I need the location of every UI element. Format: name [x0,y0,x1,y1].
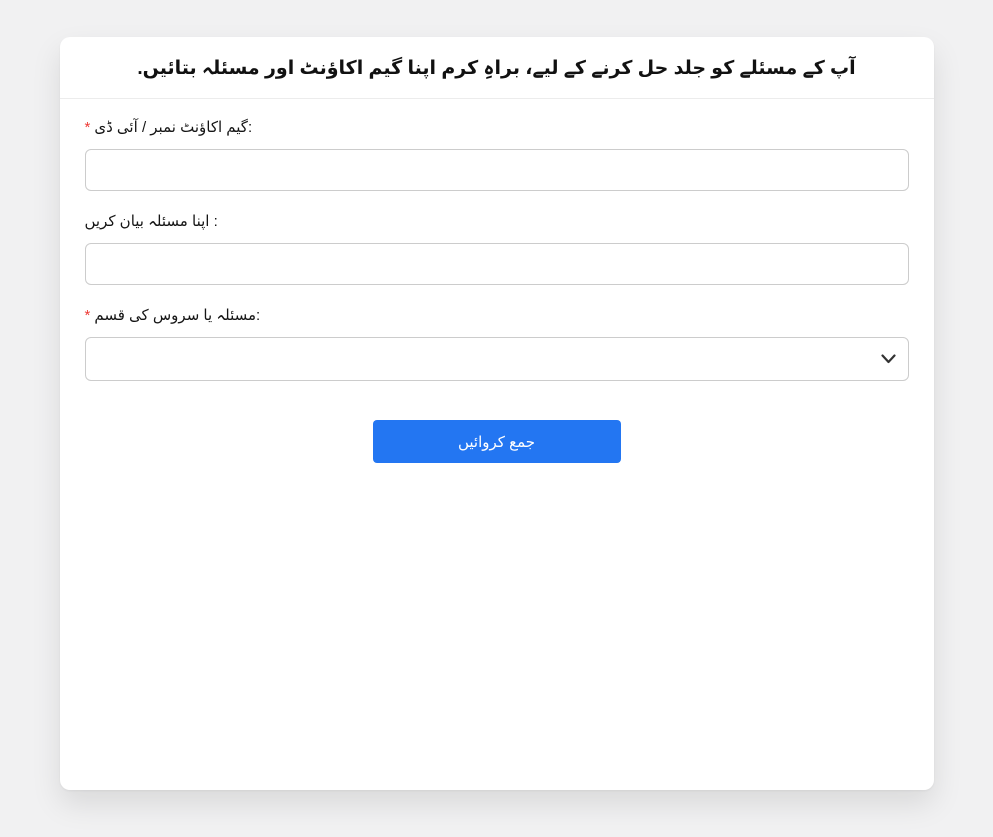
service-type-select[interactable] [85,337,909,381]
game-account-id-input[interactable] [85,149,909,191]
issue-description-input[interactable] [85,243,909,285]
issue-description-label [85,209,909,234]
required-asterisk: * [84,307,91,324]
required-asterisk: * [84,119,91,136]
game-account-id-label [85,115,909,140]
support-form [60,99,934,463]
service-type-select-wrap [85,337,909,381]
page-title: آپ کے مسئلے کو جلد حل کرنے کے لیے، براہِ کرم اپنا گیم اکاؤنٹ اور مسئلہ بتائیں. [137,58,856,79]
card-header [60,37,934,99]
submit-row [85,420,909,463]
service-type-label-text: مسئلہ یا سروس کی قسم: [94,307,261,324]
support-form-card [60,37,934,790]
game-account-id-label-text: گیم اکاؤنٹ نمبر / آئی ڈی: [94,119,253,136]
service-type-label [85,303,909,328]
submit-button[interactable]: جمع کروائیں [373,420,621,463]
issue-description-label-text: اپنا مسئلہ بیان کریں : [84,213,218,230]
